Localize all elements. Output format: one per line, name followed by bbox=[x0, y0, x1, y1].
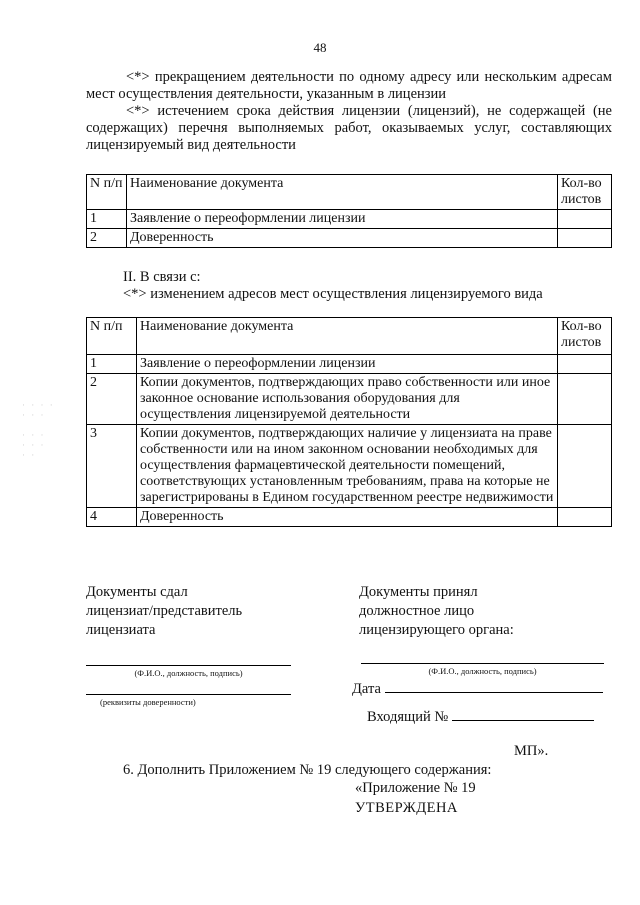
appendix-title: «Приложение № 19 bbox=[355, 780, 476, 796]
signature-line-left bbox=[86, 665, 291, 666]
incoming-line bbox=[452, 708, 594, 721]
row-num: 2 bbox=[87, 374, 137, 425]
item-6: 6. Дополнить Приложением № 19 следующего содержания: bbox=[123, 762, 492, 778]
sig-left-line1: Документы сдал bbox=[86, 584, 188, 600]
approved-label: УТВЕРЖДЕНА bbox=[355, 800, 458, 816]
table-header-row bbox=[87, 318, 612, 355]
incoming-label: Входящий № bbox=[367, 709, 449, 725]
sig-left-line3: лицензиата bbox=[86, 622, 156, 638]
incoming-field bbox=[367, 708, 594, 727]
row-name: Заявление о переоформлении лицензии bbox=[127, 210, 558, 229]
table-row bbox=[87, 229, 612, 248]
caption-power: (реквизиты доверенности) bbox=[100, 697, 196, 707]
row-count bbox=[558, 374, 612, 425]
scan-noise: · · · · · · · · · · · · · · · bbox=[22, 400, 55, 460]
documents-table-2 bbox=[86, 317, 612, 527]
section-2-heading: II. В связи с: bbox=[123, 269, 201, 285]
header-num: N п/п bbox=[87, 175, 127, 210]
row-name: Доверенность bbox=[137, 508, 558, 527]
signature-line-right bbox=[361, 663, 604, 664]
row-count bbox=[558, 229, 612, 248]
row-num: 1 bbox=[87, 355, 137, 374]
table-row bbox=[87, 210, 612, 229]
date-label: Дата bbox=[352, 681, 381, 697]
row-name: Доверенность bbox=[127, 229, 558, 248]
date-line bbox=[385, 680, 603, 693]
header-count: Кол-во листов bbox=[558, 175, 612, 210]
signature-left bbox=[86, 583, 242, 640]
date-field bbox=[352, 680, 603, 699]
row-name: Копии документов, подтверждающих право собственности или иное законное основание использования оборудования для осуществления лицензируемой деятельности bbox=[137, 374, 558, 425]
row-num: 1 bbox=[87, 210, 127, 229]
table-header-row bbox=[87, 175, 612, 210]
intro-line-1: <*> прекращением деятельности по одному адресу или нескольким адресам мест осуществления деятельности, указанным в лицензии bbox=[86, 69, 612, 102]
sig-right-line3: лицензирующего органа: bbox=[359, 622, 514, 638]
header-name: Наименование документа bbox=[137, 318, 558, 355]
row-name: Копии документов, подтверждающих наличие у лицензиата на праве собственности или на ином законном основании необходимых для осуществления фармацевтической деятельности помещений, соответствующих установленным требованиям, права на которые не зарегистрированы в Едином государственном реестре недвижимости bbox=[137, 425, 558, 508]
sig-left-line2: лицензиат/представитель bbox=[86, 603, 243, 619]
header-num: N п/п bbox=[87, 318, 137, 355]
table-row bbox=[87, 508, 612, 527]
row-num: 4 bbox=[87, 508, 137, 527]
row-count bbox=[558, 425, 612, 508]
caption-fio-right: (Ф.И.О., должность, подпись) bbox=[428, 666, 537, 676]
header-count: Кол-во листов bbox=[558, 318, 612, 355]
header-name: Наименование документа bbox=[127, 175, 558, 210]
table-row bbox=[87, 425, 612, 508]
row-num: 3 bbox=[87, 425, 137, 508]
table-row bbox=[87, 355, 612, 374]
signature-right bbox=[359, 583, 514, 640]
row-count bbox=[558, 355, 612, 374]
power-of-attorney-line bbox=[86, 694, 291, 695]
page-number: 48 bbox=[313, 40, 327, 55]
row-count bbox=[558, 210, 612, 229]
stamp-place: МП». bbox=[514, 743, 549, 759]
row-name: Заявление о переоформлении лицензии bbox=[137, 355, 558, 374]
row-count bbox=[558, 508, 612, 527]
sig-right-line2: должностное лицо bbox=[359, 603, 475, 619]
section-2-item: <*> изменением адресов мест осуществления лицензируемого вида bbox=[123, 286, 543, 302]
section-2 bbox=[123, 269, 543, 303]
intro-block bbox=[86, 69, 612, 154]
documents-table-1 bbox=[86, 174, 612, 248]
row-num: 2 bbox=[87, 229, 127, 248]
table-row bbox=[87, 374, 612, 425]
caption-fio-left: (Ф.И.О., должность, подпись) bbox=[134, 668, 243, 678]
intro-line-2: <*> истечением срока действия лицензии (лицензий), не содержащей (не содержащих) перечня выполняемых работ, оказываемых услуг, составляющих лицензируемый вид деятельности bbox=[86, 103, 612, 153]
sig-right-line1: Документы принял bbox=[359, 584, 478, 600]
